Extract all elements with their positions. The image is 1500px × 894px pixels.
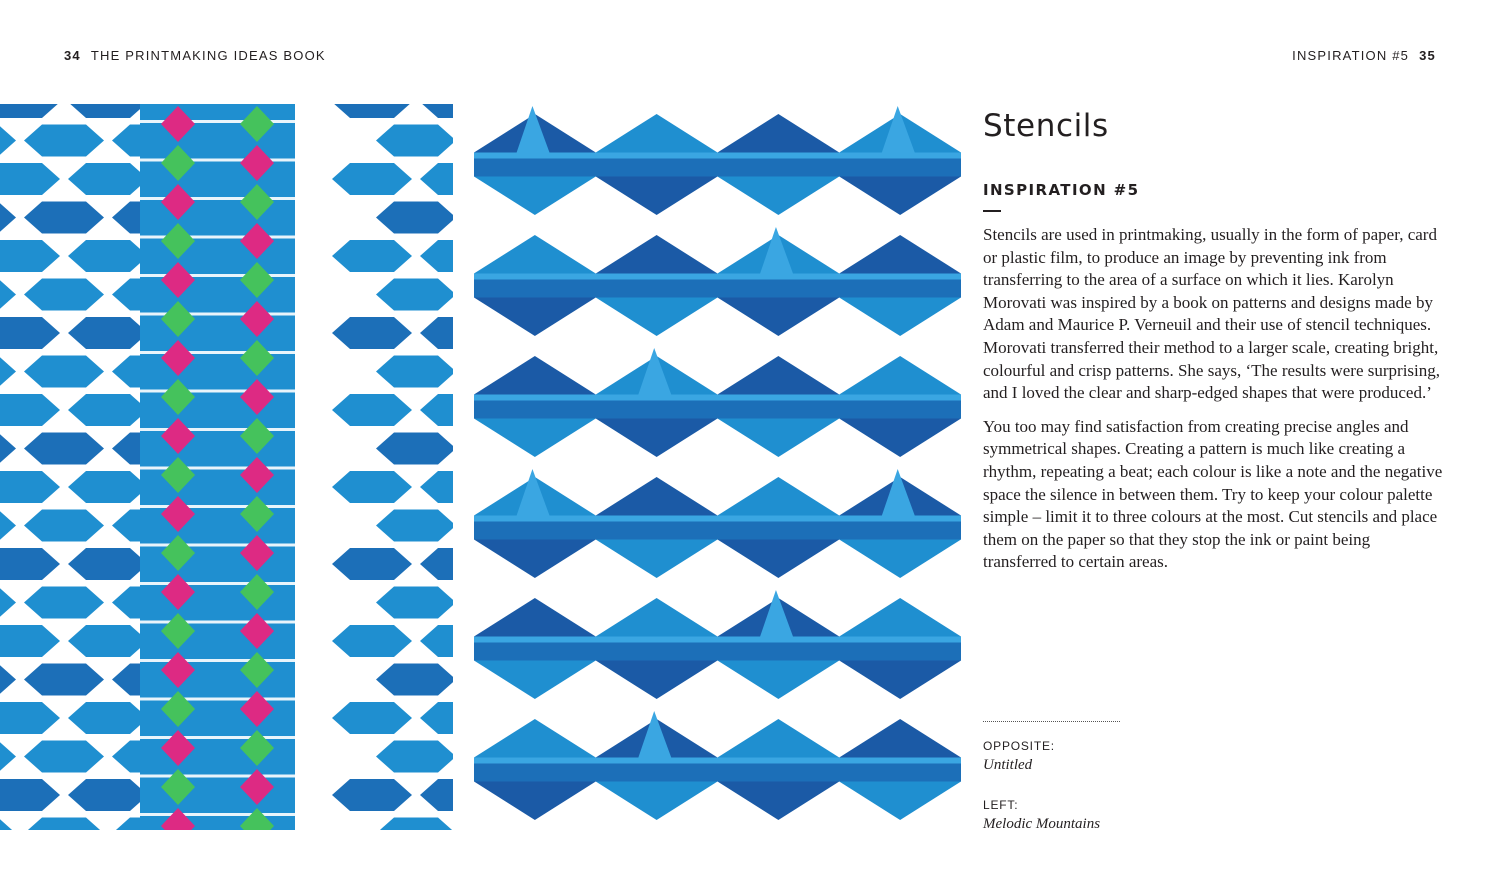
band-highlight [474,758,961,764]
strip-line [140,390,295,393]
untitled-stencil-print [0,104,453,830]
body-paragraph-2: You too may find satisfaction from creating precise angles and symmetrical shapes. Creating a pattern is much like creating a rhythm, repeating a beat; each colour is like a note and the negative space the silence in between them. Try to keep your colour palette simple – limit it to three colours at the most. Cut stencils and place them on the paper so that they stop the ink or paint being transferred to certain areas. [983,416,1443,572]
body-paragraph-1: Stencils are used in printmaking, usually in the form of paper, card or plastic film, to produce an image by preventing ink from transferring to the area of a surface on which it lies. Karolyn Morovati was inspired by a book on patterns and designs made by Adam and Maurice P. Verneuil and their use of stencil techniques. Morovati transferred their method to a larger scale, creating bright, colourful and crisp patterns. She says, ‘The results were surprising, and I loved the clear and sharp-edged shapes that were produced.’ [983,225,1440,403]
strip-line [140,505,295,508]
caption-label-opposite: OPPOSITE: [983,739,1055,753]
article-kicker: INSPIRATION #5 [983,181,1140,199]
article-title: Stencils [983,108,1109,144]
strip-line [140,698,295,701]
band-highlight [474,395,961,401]
strip-line [140,467,295,470]
book-title: THE PRINTMAKING IDEAS BOOK [90,48,326,63]
melodic-mountains-stencil-print [474,104,961,830]
article-body [983,224,1443,585]
strip-line [140,621,295,624]
strip-line [140,813,295,816]
band-highlight [474,516,961,522]
artwork-untitled [0,104,453,830]
running-head-left [64,48,326,63]
strip-line [140,659,295,662]
strip-line [140,197,295,200]
caption-title-left: Melodic Mountains [983,816,1101,832]
strip-line [140,236,295,239]
strip-line [140,736,295,739]
section-title: INSPIRATION #5 [1292,48,1410,63]
caption-title-opposite: Untitled [983,757,1033,773]
strip-line [140,313,295,316]
strip-line [140,428,295,431]
running-head-right [1292,48,1436,63]
caption-label-left: LEFT: [983,798,1019,812]
strip-line [140,775,295,778]
page-number-right: 35 [1419,48,1436,63]
band-highlight [474,274,961,280]
strip-line [140,274,295,277]
artwork-melodic-mountains [474,104,961,830]
paper-background [474,104,961,830]
strip-line [140,544,295,547]
kicker-rule [983,210,1001,212]
caption-divider [983,721,1120,722]
band-highlight [474,637,961,643]
strip-line [140,582,295,585]
page-number-left: 34 [64,48,81,63]
strip-line [140,351,295,354]
band-highlight [474,153,961,159]
